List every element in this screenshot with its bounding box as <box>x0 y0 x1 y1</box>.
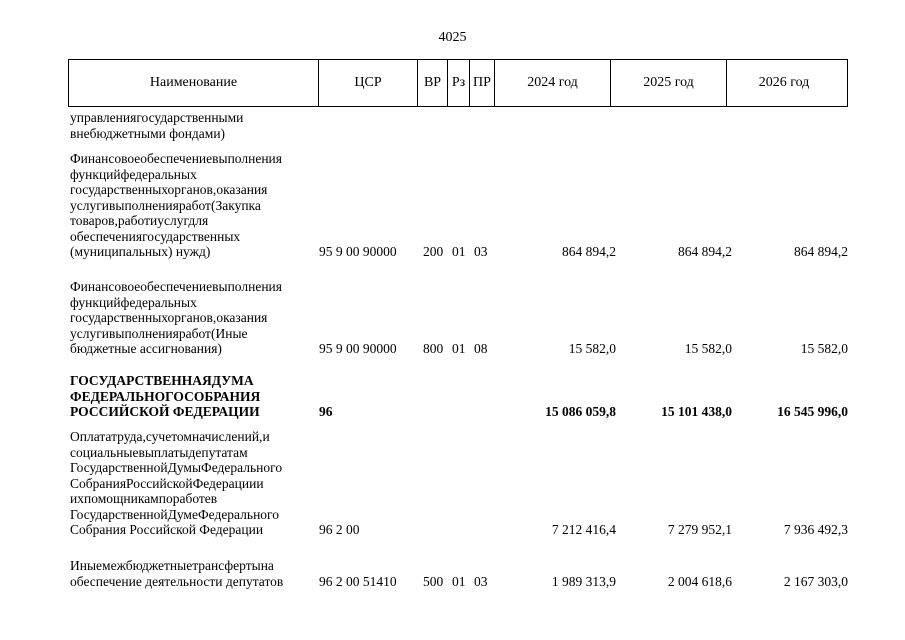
row-name-line: Финансовоеобеспечениевыполнения <box>70 151 282 166</box>
row-vr: 500 <box>423 573 444 589</box>
row-name-line: ГосударственнойДумыФедерального <box>70 460 283 475</box>
row-name <box>70 558 318 589</box>
row-2025: 15 101 438,0 <box>661 404 732 419</box>
row-name-line: услугивыполненияработ(Иные <box>70 325 248 341</box>
row-name-line: функцийфедеральных <box>70 294 197 310</box>
table-row <box>68 558 848 589</box>
row-pr: 03 <box>474 244 488 259</box>
row-name-line: ГосударственнойДумеФедерального <box>70 506 279 522</box>
row-name-line: Финансовоеобеспечениевыполнения <box>70 279 282 294</box>
row-name-line: Собрания Российской Федерации <box>70 522 264 537</box>
row-2026: 7 936 492,3 <box>783 522 848 537</box>
row-name-line: государственныхорганов,оказания <box>70 310 268 325</box>
row-csr: 96 2 00 51410 <box>319 573 397 589</box>
row-rz: 01 <box>452 341 466 356</box>
row-name-line: РОССИЙСКОЙ ФЕДЕРАЦИИ <box>70 404 260 419</box>
row-name-line: обеспечениягосударственных <box>70 228 241 244</box>
table-row <box>68 279 848 357</box>
row-csr: 95 9 00 90000 <box>319 341 397 356</box>
row-csr: 96 2 00 <box>319 522 360 537</box>
row-pr: 03 <box>474 573 488 589</box>
row-name-line: ГОСУДАРСТВЕННАЯДУМА <box>70 373 254 388</box>
row-2026: 16 545 996,0 <box>777 404 848 419</box>
row-2024: 15 582,0 <box>568 341 616 356</box>
row-2025: 15 582,0 <box>684 341 732 356</box>
header-rz: Рз <box>448 60 470 106</box>
row-name-line: государственныхорганов,оказания <box>70 182 268 197</box>
row-name-line: ФЕДЕРАЛЬНОГОСОБРАНИЯ <box>70 388 261 404</box>
row-vr: 200 <box>423 244 444 259</box>
table-row <box>68 429 848 538</box>
row-name-line: товаров,работиуслугдля <box>70 213 209 228</box>
row-name-line: обеспечение деятельности депутатов <box>70 573 284 589</box>
row-name <box>70 110 318 141</box>
row-2025: 2 004 618,6 <box>667 573 732 589</box>
row-name-line: социальныевыплатыдепутатам <box>70 444 248 460</box>
row-name-line: функцийфедеральных <box>70 166 197 182</box>
row-2024: 1 989 313,9 <box>551 573 616 589</box>
row-2024: 864 894,2 <box>562 244 616 259</box>
page-number: 4025 <box>438 30 467 45</box>
header-pr: ПР <box>470 60 495 106</box>
header-name: Наименование <box>69 60 319 106</box>
row-name <box>70 279 318 357</box>
row-2024: 7 212 416,4 <box>551 522 616 537</box>
row-rz: 01 <box>452 244 466 259</box>
row-name-line: внебюджетными фондами) <box>70 125 226 141</box>
row-vr: 800 <box>423 341 444 356</box>
header-2024: 2024 год <box>495 60 611 106</box>
header-2026: 2026 год <box>758 75 810 90</box>
row-2026: 2 167 303,0 <box>783 573 848 589</box>
row-2026: 864 894,2 <box>794 244 848 259</box>
table-row <box>68 373 848 420</box>
row-name <box>70 373 318 420</box>
row-2025: 864 894,2 <box>678 244 732 259</box>
row-csr: 95 9 00 90000 <box>319 244 397 259</box>
row-name-line: (муниципальных) нужд) <box>70 244 211 259</box>
row-name-line: бюджетные ассигнования) <box>70 341 222 356</box>
row-rz: 01 <box>452 573 466 589</box>
row-name-line: Оплататруда,сучетомначислений,и <box>70 429 270 444</box>
table-row <box>68 110 848 141</box>
row-name <box>70 151 318 260</box>
row-2024: 15 086 059,8 <box>545 404 616 419</box>
row-name-line: ихпомощникампоработев <box>70 491 218 506</box>
header-2025: 2025 год <box>611 60 727 106</box>
header-vr: ВР <box>418 60 448 106</box>
table-header <box>68 59 848 107</box>
row-name <box>70 429 318 538</box>
table-row <box>68 151 848 260</box>
row-pr: 08 <box>474 341 488 356</box>
row-name-line: управлениягосударственными <box>70 110 244 125</box>
row-2025: 7 279 952,1 <box>667 522 732 537</box>
row-name-line: услугивыполненияработ(Закупка <box>70 197 261 213</box>
row-csr: 96 <box>319 404 333 419</box>
row-name-line: Иныемежбюджетныетрансфертына <box>70 558 274 573</box>
row-2026: 15 582,0 <box>800 341 848 356</box>
row-name-line: СобранияРоссийскойФедерациии <box>70 475 264 491</box>
header-csr: ЦСР <box>319 60 418 106</box>
